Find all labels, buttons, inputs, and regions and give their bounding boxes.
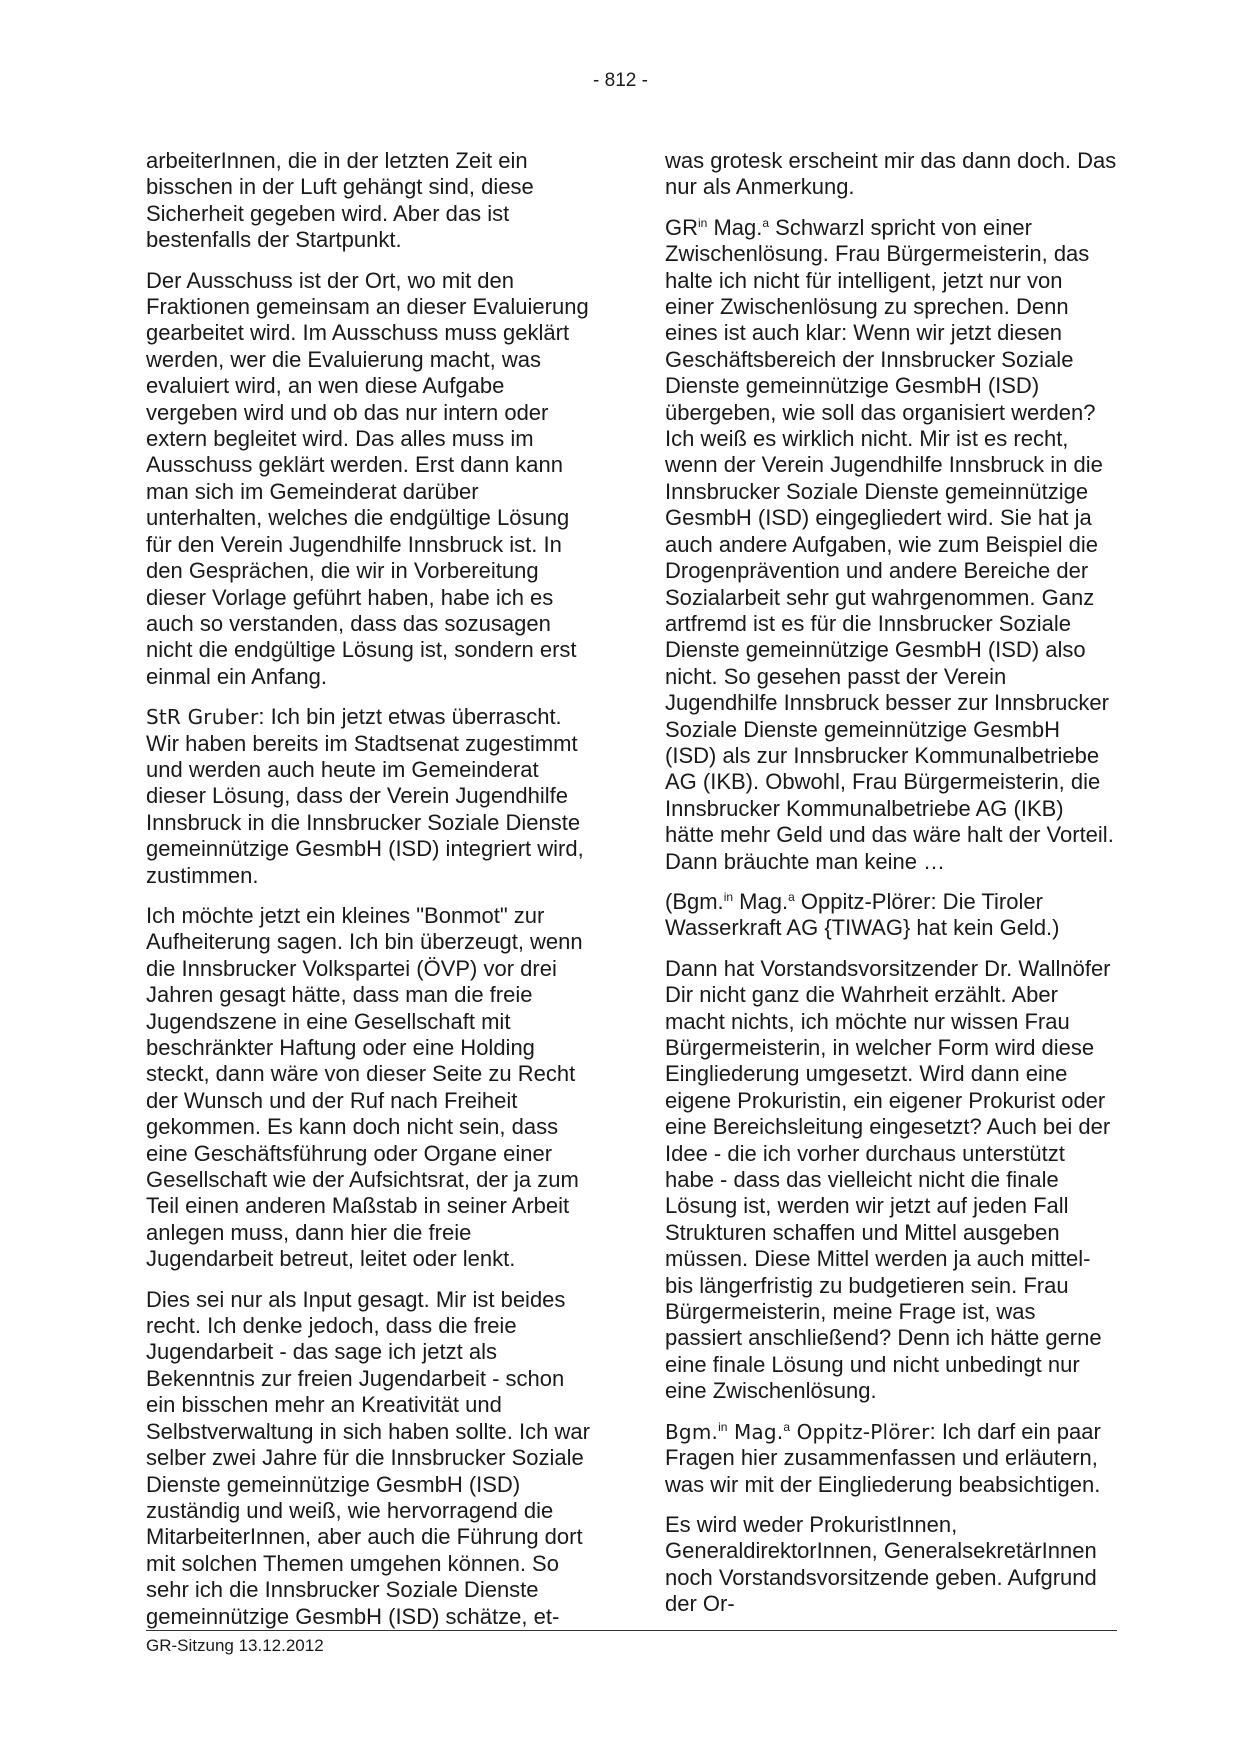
title-text: (Bgm. <box>665 888 724 914</box>
paragraph <box>665 1419 1117 1498</box>
title-text: GR <box>665 214 698 240</box>
speech-text: Schwarzl spricht von einer Zwischenlösung. Frau Bürgermeisterin, das halte ich nicht für intelligent, jetzt nur von einer Zwischenlösung zu sprechen. Denn eines ist auch klar: Wenn wir jetzt diesen Geschäftsbereich der Innsbrucker Soziale Dienste gemeinnützige GesmbH (ISD) übergeben, wie soll das organisiert werden? Ich weiß es wirklich nicht. Mir ist es recht, wenn der Verein Jugendhilfe Innsbruck in die Innsbrucker Soziale Dienste gemeinnützige GesmbH (ISD) eingegliedert wird. Sie hat ja auch andere Aufgaben, wie zum Beispiel die Drogenprävention und andere Bereiche der Sozialarbeit sehr gut wahrgenommen. Ganz artfremd ist es für die Innsbrucker Soziale Dienste gemeinnützige GesmbH (ISD) also nicht. So gesehen passt der Verein Jugendhilfe Innsbruck besser zur Innsbrucker Soziale Dienste gemeinnützige GesmbH (ISD) als zur Innsbrucker Kommunalbetriebe AG (IKB). Obwohl, Frau Bürgermeisterin, die Innsbrucker Kommunalbetriebe AG (IKB) hätte mehr Geld und das wäre halt der Vorteil. Dann bräuchte man keine … <box>665 214 1114 874</box>
right-column <box>665 148 1117 1632</box>
paragraph: Dies sei nur als Input gesagt. Mir ist beides recht. Ich denke jedoch, dass die freie Jugendarbeit - das sage ich jetzt als Bekenntnis zur freien Jugendarbeit - schon ein bisschen mehr an Kreativität und Selbstverwaltung in sich haben sollte. Ich war selber zwei Jahre für die Innsbrucker Soziale Dienste gemeinnützige GesmbH (ISD) zuständig und weiß, wie hervorragend die MitarbeiterInnen, aber auch die Führung dort mit solchen Themen umgehen können. So sehr ich die Innsbrucker Soziale Dienste gemeinnützige GesmbH (ISD) schätze, et- <box>146 1286 590 1629</box>
speech-text: Oppitz-Plörer: Die Tiroler Wasserkraft AG {TIWAG} hat kein Geld.) <box>665 888 1060 941</box>
superscript: a <box>783 1419 791 1434</box>
paragraph <box>665 215 1117 875</box>
speaker-name: StR Gruber <box>146 705 259 730</box>
paragraph: Dann hat Vorstandsvorsitzender Dr. Wallnöfer Dir nicht ganz die Wahrheit erzählt. Aber macht nichts, ich möchte nur wissen Frau Bürgermeisterin, in welcher Form wird diese Eingliederung umgesetzt. Wird dann eine eigene Prokuristin, ein eigener Prokurist oder eine Bereichsleitung eingesetzt? Auch bei der Idee - die ich vorher durchaus unterstützt habe - dass das vielleicht nicht die finale Lösung ist, werden wir jetzt auf jeden Fall Strukturen schaffen und Mittel ausgeben müssen. Diese Mittel werden ja auch mittel- bis längerfristig zu budgetieren sein. Frau Bürgermeisterin, meine Frage ist, was passiert anschließend? Denn ich hätte gerne eine finale Lösung und nicht unbedingt nur eine Zwischenlösung. <box>665 955 1111 1404</box>
paragraph <box>146 704 594 889</box>
title-text: Mag. <box>733 888 789 914</box>
page-number: - 812 - <box>593 70 648 91</box>
paragraph: Der Ausschuss ist der Ort, wo mit den Fraktionen gemeinsam an dieser Evaluierung gearbeitet wird. Im Ausschuss muss geklärt werden, wer die Evaluierung macht, was evaluiert wird, an wen diese Aufgabe vergeben wird und ob das nur intern oder extern begleitet wird. Das alles muss im Ausschuss geklärt werden. Erst dann kann man sich im Gemeinderat darüber unterhalten, welches die endgültige Lösung für den Verein Jugendhilfe Innsbruck ist. In den Gesprächen, die wir in Vorbereitung dieser Vorlage geführt haben, habe ich es auch so verstanden, dass das sozusagen nicht die endgültige Lösung ist, sondern erst einmal ein Anfang. <box>146 267 589 689</box>
footer-session-date: GR-Sitzung 13.12.2012 <box>146 1636 324 1655</box>
superscript: in <box>718 1419 728 1434</box>
paragraph: Es wird weder ProkuristInnen, GeneraldirektorInnen, GeneralsekretärInnen noch Vorstandsvorsitzende geben. Aufgrund der Or- <box>665 1511 1097 1617</box>
superscript: in <box>723 889 734 904</box>
speaker-name: Bgm. <box>665 1419 719 1444</box>
paragraph: Ich möchte jetzt ein kleines "Bonmot" zur Aufheiterung sagen. Ich bin überzeugt, wenn die Innsbrucker Volkspartei (ÖVP) vor drei Jahren gesagt hätte, dass man die freie Jugendszene in eine Gesellschaft mit beschränkter Haftung oder eine Holding steckt, dann wäre von dieser Seite zu Recht der Wunsch und der Ruf nach Freiheit gekommen. Es kann doch nicht sein, dass eine Geschäftsführung oder Organe einer Gesellschaft wie der Aufsichtsrat, der ja zum Teil einen anderen Maßstab in seiner Arbeit anlegen muss, dann hier die freie Jugendarbeit betreut, leitet oder lenkt. <box>146 902 583 1272</box>
speaker-name: Oppitz-Plörer <box>790 1419 930 1444</box>
paragraph: arbeiterInnen, die in der letzten Zeit ein bisschen in der Luft gehängt sind, diese Sicherheit gegeben wird. Aber das ist bestenfalls der Startpunkt. <box>146 148 534 253</box>
footer-divider <box>146 1630 1117 1631</box>
speech-text: : Ich darf ein paar Fragen hier zusammenfassen und erläutern, was wir mit der Eingliederung beabsichtigen. <box>665 1418 1101 1497</box>
left-column <box>146 148 594 1644</box>
interjection <box>665 889 1117 942</box>
speech-text: : Ich bin jetzt etwas überrascht. Wir haben bereits im Stadtsenat zugestimmt und werden auch heute im Gemeinderat dieser Lösung, dass der Verein Jugendhilfe Innsbruck in die Innsbrucker Soziale Dienste gemeinnützige GesmbH (ISD) integriert wird, zustimmen. <box>146 704 584 888</box>
title-text: Mag. <box>707 214 763 240</box>
superscript: a <box>762 215 770 230</box>
superscript: a <box>788 889 795 904</box>
speaker-name: Mag. <box>727 1419 784 1444</box>
paragraph: was grotesk erscheint mir das dann doch. Das nur als Anmerkung. <box>665 148 1117 200</box>
superscript: in <box>698 215 708 230</box>
